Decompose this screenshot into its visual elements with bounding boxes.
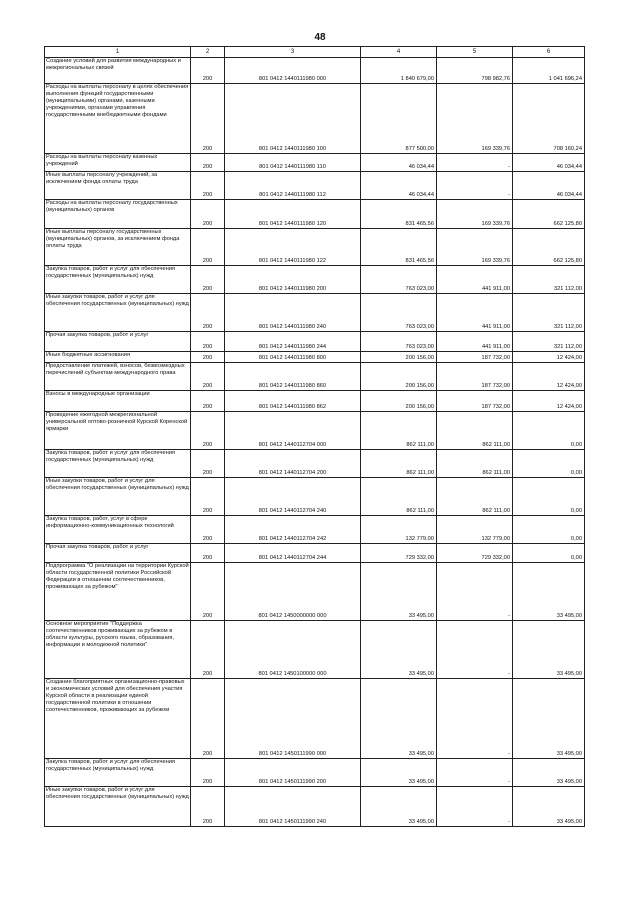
table-row [45,516,585,544]
row-name-cell: Расходы на выплаты персоналу государственных (муниципальных) органов [45,200,191,229]
row-code-cell: 801 0412 1440111980 110 [225,154,361,172]
row-code-cell: 801 0412 1450000000 000 [225,563,361,621]
row-approved-cell: 862 111,00 [361,450,437,478]
row-type-cell: 200 [191,352,225,363]
column-header: 5 [437,47,513,58]
row-executed-cell: - [437,759,513,787]
row-remaining-cell: 1 041 696,24 [513,58,585,84]
row-remaining-cell: 0,00 [513,412,585,450]
row-remaining-cell: 0,00 [513,516,585,544]
row-approved-cell: 200 156,00 [361,363,437,391]
row-executed-cell: 187 732,00 [437,352,513,363]
column-header: 6 [513,47,585,58]
row-executed-cell: - [437,154,513,172]
row-name-cell: Иные закупки товаров, работ и услуг для обеспечения государственных (муниципальных) нужд [45,478,191,516]
row-executed-cell: - [437,563,513,621]
row-code-cell: 801 0412 1440112704 242 [225,516,361,544]
column-header: 2 [191,47,225,58]
row-name-cell: Расходы на выплаты персоналу в целях обеспечения выполнения функций государственными (муниципальными) органами, казенными учреждениями, органами управления государственными внебюджетными фондами [45,84,191,154]
row-name-cell: Прочая закупка товаров, работ и услуг [45,332,191,352]
table-row [45,294,585,332]
row-type-cell: 200 [191,412,225,450]
row-code-cell: 801 0412 1440111980 800 [225,352,361,363]
table-row [45,679,585,759]
row-name-cell: Закупка товаров, работ, услуг в сфере информационно-коммуникационных технологий [45,516,191,544]
table-row [45,787,585,827]
row-code-cell: 801 0412 1440112704 240 [225,478,361,516]
row-remaining-cell: 662 125,80 [513,200,585,229]
row-executed-cell: 798 982,76 [437,58,513,84]
row-remaining-cell: 0,00 [513,478,585,516]
row-executed-cell: 132 779,00 [437,516,513,544]
table-row [45,391,585,412]
table-row [45,58,585,84]
table-row [45,266,585,294]
row-approved-cell: 862 111,00 [361,412,437,450]
row-remaining-cell: 708 160,24 [513,84,585,154]
row-type-cell: 200 [191,563,225,621]
table-row [45,759,585,787]
row-executed-cell: 441 911,00 [437,332,513,352]
row-approved-cell: 33 495,00 [361,563,437,621]
row-type-cell: 200 [191,172,225,200]
row-approved-cell: 729 332,00 [361,544,437,563]
table-header-row [45,47,585,58]
table-row [45,154,585,172]
row-code-cell: 801 0412 1440111980 862 [225,391,361,412]
row-approved-cell: 200 156,00 [361,391,437,412]
row-executed-cell: 169 339,76 [437,200,513,229]
row-name-cell: Иные выплаты персоналу учреждений, за исключением фонда оплаты труда [45,172,191,200]
row-executed-cell: 441 911,00 [437,294,513,332]
row-type-cell: 200 [191,391,225,412]
column-header: 3 [225,47,361,58]
row-name-cell: Создание условий для развития международных и межрегиональных связей [45,58,191,84]
row-code-cell: 801 0412 1440112704 200 [225,450,361,478]
row-approved-cell: 763 023,00 [361,332,437,352]
row-type-cell: 200 [191,478,225,516]
row-executed-cell: - [437,172,513,200]
row-name-cell: Предоставление платежей, взносов, безвозмездных перечислений субъектам международного права [45,363,191,391]
table-row [45,478,585,516]
row-executed-cell: 187 732,00 [437,391,513,412]
row-remaining-cell: 33 495,00 [513,787,585,827]
row-type-cell: 200 [191,363,225,391]
row-code-cell: 801 0412 1450111990 240 [225,787,361,827]
row-type-cell: 200 [191,229,225,266]
table-row [45,412,585,450]
row-name-cell: Основное мероприятие "Поддержка соотечественников проживающих за рубежом в области культуры, русского языка, образования, информации и молодежной политики" [45,621,191,679]
row-type-cell: 200 [191,544,225,563]
row-remaining-cell: 12 424,00 [513,352,585,363]
row-executed-cell: 441 911,00 [437,266,513,294]
row-executed-cell: 862 111,00 [437,450,513,478]
row-executed-cell: - [437,787,513,827]
row-name-cell: Проведение ежегодной межрегиональной универсальной оптово-розничной Курской Коренской ярмарки [45,412,191,450]
table-row [45,332,585,352]
table-row [45,200,585,229]
row-executed-cell: 862 111,00 [437,478,513,516]
row-type-cell: 200 [191,200,225,229]
row-type-cell: 200 [191,266,225,294]
row-executed-cell: 187 732,00 [437,363,513,391]
row-name-cell: Иные бюджетные ассигнования [45,352,191,363]
table-row [45,229,585,266]
row-code-cell: 801 0412 1440111980 100 [225,84,361,154]
page-number: 48 [314,32,326,43]
row-remaining-cell: 321 112,00 [513,332,585,352]
row-code-cell: 801 0412 1450111990 200 [225,759,361,787]
row-remaining-cell: 321 112,00 [513,266,585,294]
row-approved-cell: 862 111,00 [361,478,437,516]
row-remaining-cell: 0,00 [513,544,585,563]
row-type-cell: 200 [191,516,225,544]
row-approved-cell: 831 465,56 [361,229,437,266]
row-code-cell: 801 0412 1440112704 000 [225,412,361,450]
row-remaining-cell: 662 125,80 [513,229,585,266]
row-approved-cell: 877 500,00 [361,84,437,154]
row-type-cell: 200 [191,450,225,478]
budget-table [44,46,585,827]
row-approved-cell: 132 779,00 [361,516,437,544]
row-approved-cell: 33 495,00 [361,787,437,827]
row-type-cell: 200 [191,84,225,154]
row-code-cell: 801 0412 1450111990 000 [225,679,361,759]
row-type-cell: 200 [191,58,225,84]
row-code-cell: 801 0412 1440111980 122 [225,229,361,266]
row-type-cell: 200 [191,332,225,352]
row-approved-cell: 33 495,00 [361,759,437,787]
row-remaining-cell: 33 495,00 [513,563,585,621]
row-name-cell: Закупка товаров, работ и услуг для обеспечения государственных (муниципальных) нужд [45,450,191,478]
row-executed-cell: - [437,679,513,759]
row-approved-cell: 33 495,00 [361,679,437,759]
row-code-cell: 801 0412 1440111980 000 [225,58,361,84]
row-approved-cell: 33 495,00 [361,621,437,679]
row-remaining-cell: 12 424,00 [513,363,585,391]
row-remaining-cell: 46 034,44 [513,172,585,200]
row-approved-cell: 763 023,00 [361,266,437,294]
table-row [45,450,585,478]
row-name-cell: Создание благоприятных организационно-правовых и экономических условий для обеспечения участия Курской области в реализации единой государственной политики в отношении соотечественников, проживающих за рубежом [45,679,191,759]
row-type-cell: 200 [191,759,225,787]
row-code-cell: 801 0412 1440112704 244 [225,544,361,563]
table-row [45,621,585,679]
column-header: 4 [361,47,437,58]
row-name-cell: Иные закупки товаров, работ и услуг для обеспечения государственных (муниципальных) нужд [45,294,191,332]
row-executed-cell: 729 332,00 [437,544,513,563]
row-remaining-cell: 321 112,00 [513,294,585,332]
row-executed-cell: 169 339,76 [437,229,513,266]
table-row [45,363,585,391]
row-name-cell: Закупка товаров, работ и услуг для обеспечения государственных (муниципальных) нужд [45,266,191,294]
row-type-cell: 200 [191,621,225,679]
row-name-cell: Расходы на выплаты персоналу казенных учреждений [45,154,191,172]
row-remaining-cell: 0,00 [513,450,585,478]
row-code-cell: 801 0412 1440111980 244 [225,332,361,352]
row-code-cell: 801 0412 1440111980 112 [225,172,361,200]
table-row [45,352,585,363]
row-code-cell: 801 0412 1440111980 240 [225,294,361,332]
row-executed-cell: 862 111,00 [437,412,513,450]
row-name-cell: Закупка товаров, работ и услуг для обеспечения государственных (муниципальных) нужд [45,759,191,787]
column-header: 1 [45,47,191,58]
row-approved-cell: 1 840 679,00 [361,58,437,84]
row-type-cell: 200 [191,679,225,759]
row-approved-cell: 831 465,56 [361,200,437,229]
table-row [45,544,585,563]
row-name-cell: Взносы в международные организации [45,391,191,412]
table-row [45,84,585,154]
row-type-cell: 200 [191,154,225,172]
row-remaining-cell: 33 495,00 [513,759,585,787]
table-row [45,563,585,621]
row-name-cell: Иные закупки товаров, работ и услуг для обеспечения государственных (муниципальных) нужд [45,787,191,827]
row-approved-cell: 46 034,44 [361,172,437,200]
row-code-cell: 801 0412 1450100000 000 [225,621,361,679]
row-name-cell: Иные выплаты персоналу государственных (муниципальных) органов, за исключением фонда оплаты труда [45,229,191,266]
row-type-cell: 200 [191,294,225,332]
row-remaining-cell: 46 034,44 [513,154,585,172]
row-remaining-cell: 12 424,00 [513,391,585,412]
row-remaining-cell: 33 495,00 [513,621,585,679]
row-name-cell: Прочая закупка товаров, работ и услуг [45,544,191,563]
table-row [45,172,585,200]
row-code-cell: 801 0412 1440111980 860 [225,363,361,391]
row-approved-cell: 46 034,44 [361,154,437,172]
row-executed-cell: - [437,621,513,679]
row-name-cell: Подпрограмма "О реализации на территории Курской области государственной политики Российской Федерации в отношении соотечественников, проживающих за рубежом" [45,563,191,621]
row-approved-cell: 200 156,00 [361,352,437,363]
row-code-cell: 801 0412 1440111980 200 [225,266,361,294]
row-remaining-cell: 33 495,00 [513,679,585,759]
row-code-cell: 801 0412 1440111980 120 [225,200,361,229]
row-type-cell: 200 [191,787,225,827]
row-approved-cell: 763 023,00 [361,294,437,332]
row-executed-cell: 169 339,76 [437,84,513,154]
